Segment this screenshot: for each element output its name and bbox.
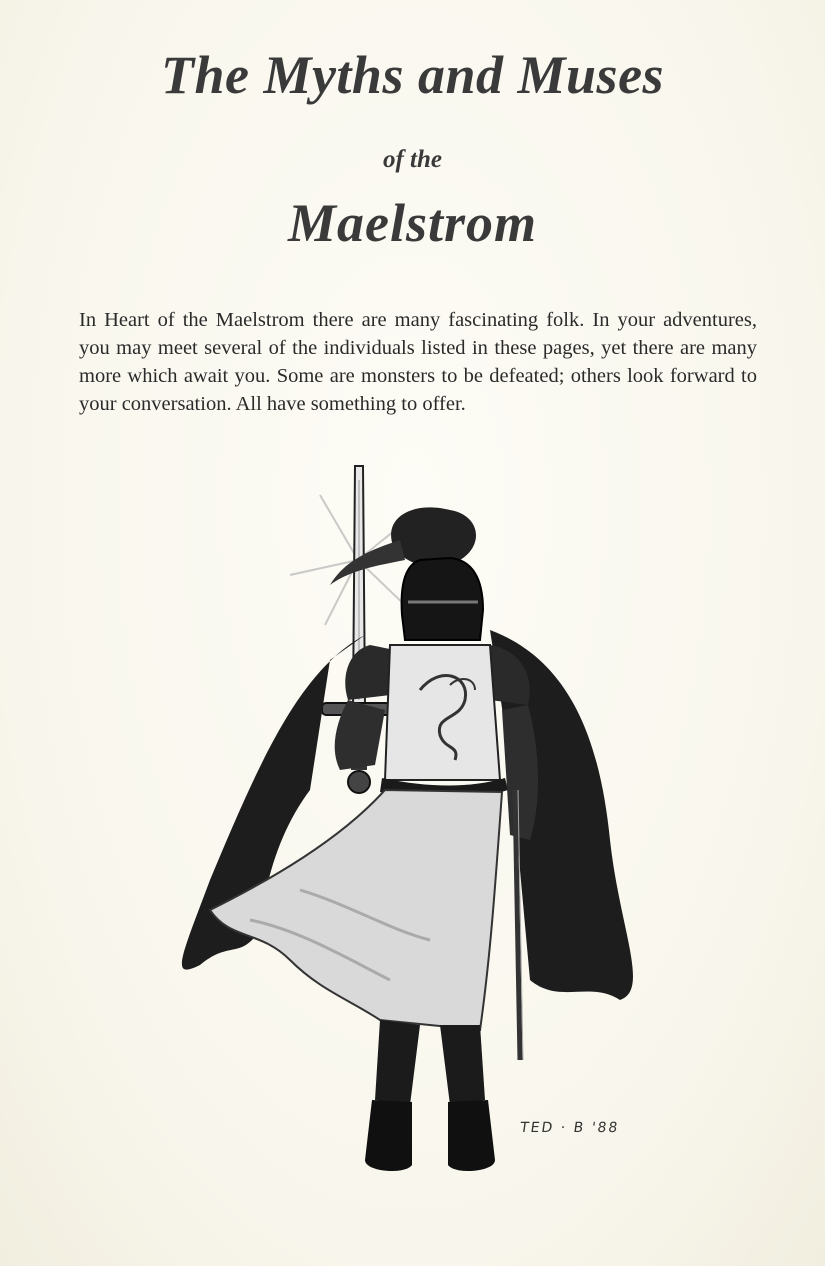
artist-signature: TED · B '88 (518, 1120, 621, 1136)
intro-paragraph: In Heart of the Maelstrom there are many fascinating folk. In your adventures, you may meet several of the individuals listed in these pages, yet there are many more which await you. Some are monsters to be defeated; others look forward to your conversation. All have something to offer. (79, 309, 757, 415)
page-title: The Myths and Muses (160, 45, 665, 105)
armored-knight-illustration-icon (150, 460, 670, 1190)
page-title-subject: Maelstrom (287, 193, 538, 253)
page-title-connector: of the (382, 146, 443, 173)
